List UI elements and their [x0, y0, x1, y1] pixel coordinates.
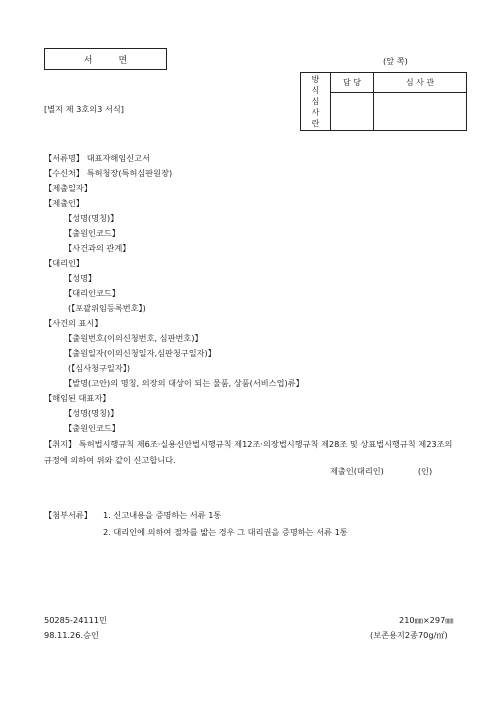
approval-side-char: 식	[311, 86, 320, 95]
attachment-item: 1. 신고내용을 증명하는 서류 1통	[103, 510, 222, 520]
field-application-date: 【출원일자(이의신청일자,심판청구일자)】	[64, 348, 216, 358]
approval-table	[300, 72, 467, 131]
attachment-item: 2. 대리인에 의하여 절차를 밟는 경우 그 대리권을 증명하는 서류 1통	[103, 527, 348, 537]
approval-col-staff: 담 당	[331, 73, 374, 93]
field-document-name: 【서류명】 대표자해임신고서	[44, 153, 150, 163]
approval-cell-staff	[331, 93, 374, 131]
field-submitter-code: 【출원인코드】	[64, 228, 120, 238]
form-number: [별지 제 3호의3 서식]	[44, 104, 124, 114]
seal-mark: (인)	[417, 466, 433, 476]
field-dismissed-code: 【출원인코드】	[64, 423, 120, 433]
approval-side-char: 심	[311, 97, 320, 106]
field-recipient: 【수신처】 특허청장(특허심판원장)	[44, 168, 173, 178]
field-examination-request-date: (【심사청구일자】)	[68, 363, 131, 373]
approval-side-char: 방	[311, 75, 320, 84]
footer-approved: 98.11.26.승인	[44, 630, 99, 640]
field-invention-title: 【발명(고안)의 명칭, 의장의 대상이 되는 물품, 상품(서비스업)류】	[64, 378, 304, 388]
field-dismissed-name: 【성명(명칭)】	[64, 408, 119, 418]
approval-side-char: 사	[311, 108, 320, 117]
approval-cell-examiner	[374, 93, 467, 131]
field-submitter: 【제출인】	[44, 198, 85, 208]
footer-code: 50285-24111민	[44, 615, 107, 625]
purpose-paragraph: 【취지】 특허법시행규칙 제6조·실용신안법시행규칙 제12조·의장법시행규칙 제28조 및 상표법시행규칙 제23조의 규정에 의하여 위와 같이 신고합니다.	[44, 439, 453, 465]
field-general-power-number: (【포괄위임등록번호】)	[68, 303, 146, 313]
field-case-relation: 【사건과의 관계】	[64, 243, 131, 253]
footer-paper-size: 210㎜×297㎜	[399, 615, 454, 625]
approval-side-label	[301, 73, 331, 131]
field-case-indication: 【사건의 표시】	[44, 318, 103, 328]
attachments-label: 【첨부서류】	[44, 510, 93, 520]
field-submitter-name: 【성명(명칭)】	[64, 213, 119, 223]
field-agent-name: 【성명】	[64, 273, 97, 283]
field-application-number: 【출원번호(이의신청번호, 심판번호)】	[64, 333, 203, 343]
field-dismissed-representative: 【해임된 대표자】	[44, 393, 111, 403]
field-agent-code: 【대리인코드】	[64, 288, 120, 298]
approval-col-examiner: 심 사 관	[374, 73, 467, 93]
signature-line	[330, 466, 432, 477]
page-side-label: (앞 쪽)	[383, 56, 408, 66]
approval-side-char: 란	[311, 119, 320, 128]
signature-label: 제출인(대리인)	[330, 466, 384, 476]
field-submission-date: 【제출일자】	[44, 183, 93, 193]
document-title: 서면	[44, 48, 167, 70]
field-agent: 【대리인】	[44, 258, 85, 268]
footer-paper-type: (보존용지2종70g/㎡)	[370, 630, 448, 640]
